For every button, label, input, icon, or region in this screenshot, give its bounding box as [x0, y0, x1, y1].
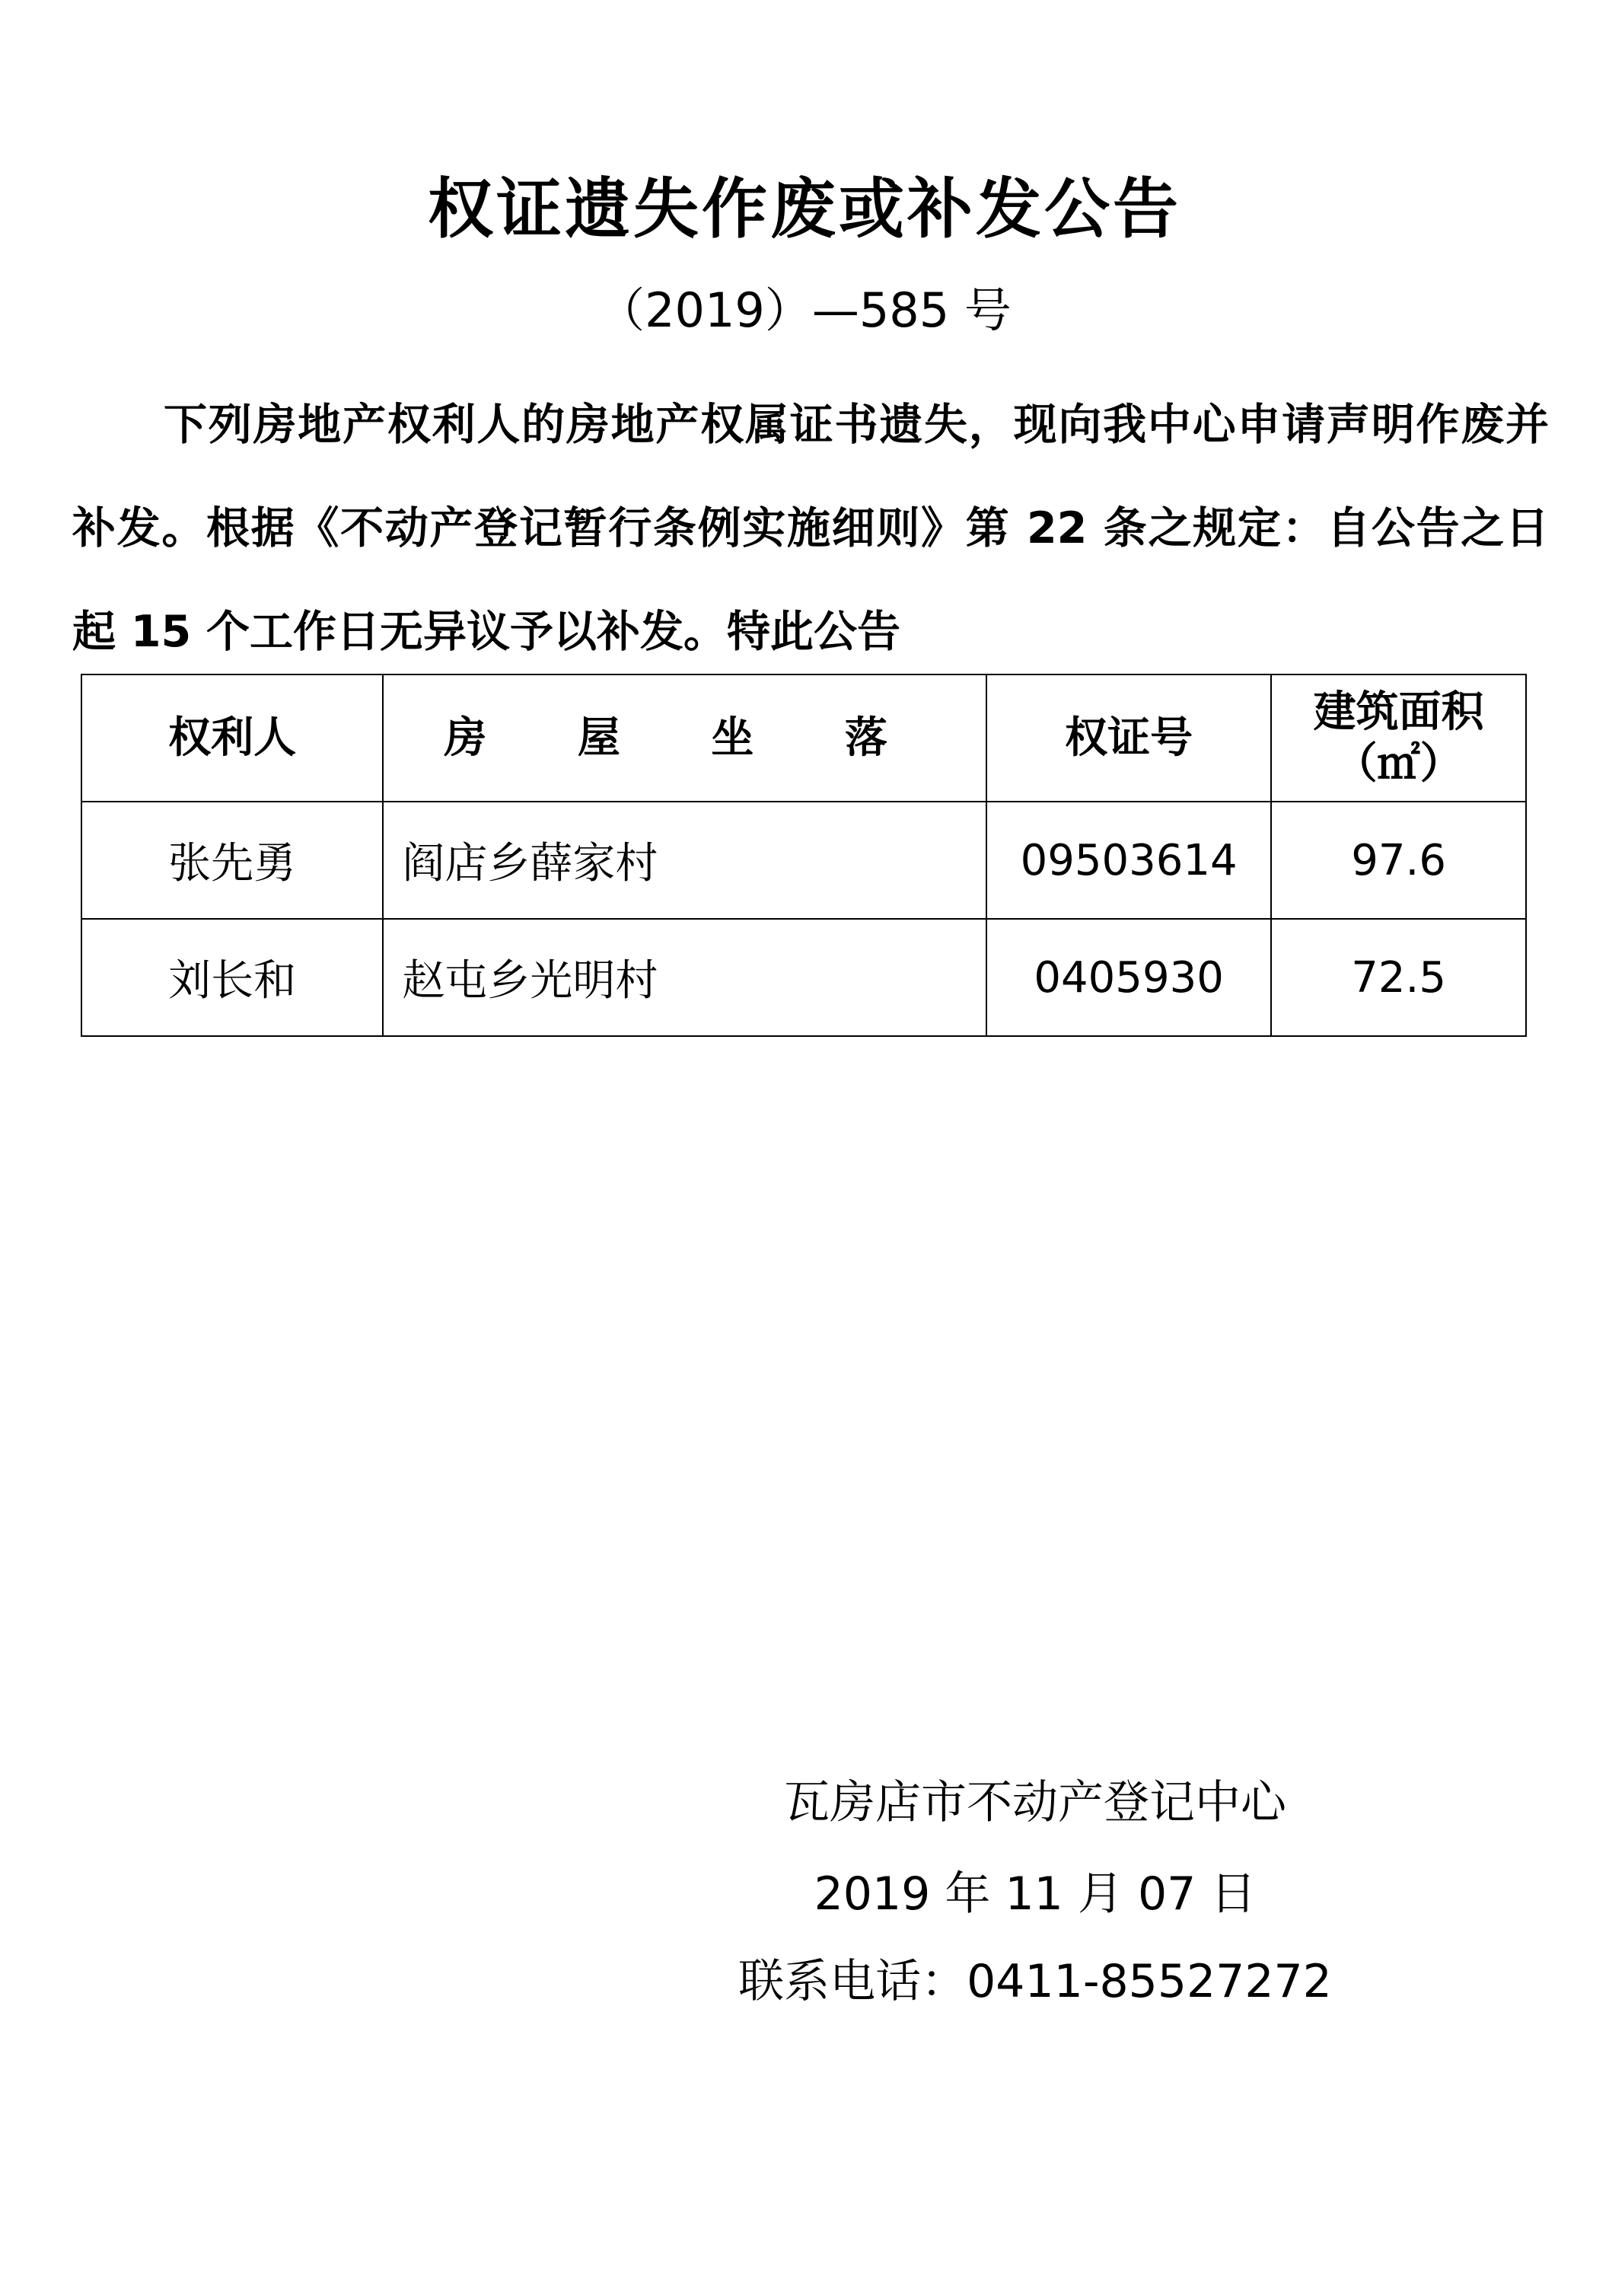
table-header-row	[81, 674, 1526, 802]
header-area	[1271, 674, 1526, 802]
table-row	[81, 919, 1526, 1036]
cell-area: 97.6	[1271, 802, 1526, 919]
issuer-name: 瓦房店市不动产登记中心	[784, 1776, 1286, 1829]
cell-location: 阎店乡薛家村	[383, 802, 986, 919]
contact-phone: 联系电话：0411-85527272	[738, 1955, 1332, 2008]
cell-cert-number: 09503614	[986, 802, 1271, 919]
document-number: （2019）—585 号	[597, 282, 1012, 338]
notice-body: 下列房地产权利人的房地产权属证书遗失，现向我中心申请声明作废并补发。根据《不动产登记暂行条例实施细则》第 22 条之规定：自公告之日起 15 个工作日无异议予以补发。特此公告	[72, 400, 1549, 657]
cell-location: 赵屯乡光明村	[383, 919, 986, 1036]
header-cert-number: 权证号	[986, 674, 1271, 802]
header-holder: 权利人	[81, 674, 383, 802]
table-row	[81, 802, 1526, 919]
header-location: 房 屋 坐 落	[383, 674, 986, 802]
cell-area: 72.5	[1271, 919, 1526, 1036]
issue-date: 2019 年 11 月 07 日	[814, 1867, 1257, 1921]
notice-title: 权证遗失作废或补发公告	[428, 171, 1181, 247]
cell-holder: 张先勇	[81, 802, 383, 919]
header-area-unit: （㎡）	[1334, 738, 1463, 789]
cell-cert-number: 0405930	[986, 919, 1271, 1036]
cell-holder: 刘长和	[81, 919, 383, 1036]
header-area-label: 建筑面积	[1313, 687, 1484, 737]
records-table	[81, 674, 1527, 1037]
